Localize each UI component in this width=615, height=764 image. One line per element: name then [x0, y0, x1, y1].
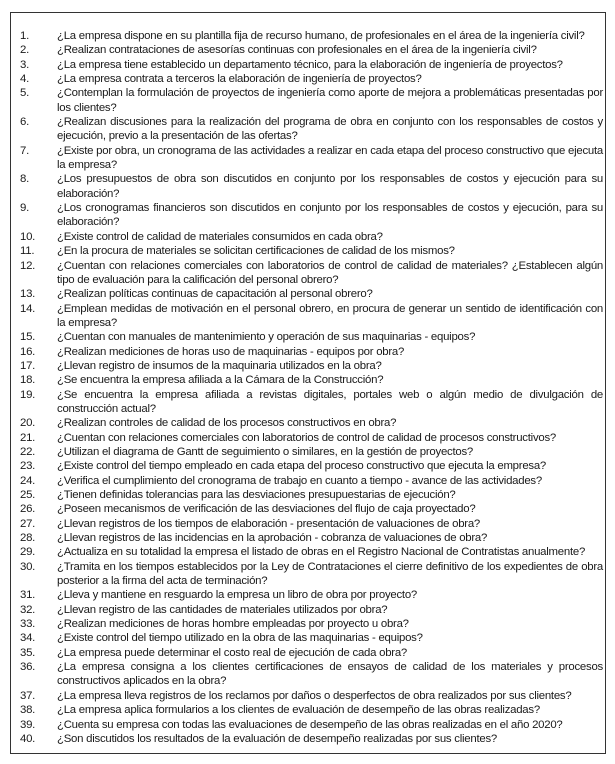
- question-item: [20, 302, 603, 331]
- question-item: [20, 718, 603, 732]
- question-text: ¿Llevan registros de los tiempos de elaboración - presentación de valuaciones de obra?: [57, 517, 481, 530]
- question-item: [20, 373, 603, 387]
- question-number: 23.: [20, 460, 36, 473]
- question-number: 5.: [20, 87, 29, 100]
- question-text: ¿Tramita en los tiempos establecidos por la Ley de Contrataciones el cierre definitivo de los expedientes de obra posterior a la firma del acta de terminación?: [57, 560, 603, 588]
- question-number: 39.: [20, 718, 36, 731]
- question-item: [20, 588, 603, 602]
- question-text: ¿Llevan registro de insumos de la maquinaria utilizados en la obra?: [57, 359, 382, 372]
- question-text: ¿Contemplan la formulación de proyectos de ingeniería como aporte de mejora a problemáticas presentadas por los clientes?: [57, 87, 603, 114]
- question-number: 25.: [20, 489, 36, 501]
- question-item: [20, 359, 603, 373]
- question-number: 13.: [20, 288, 36, 301]
- question-number: 15.: [20, 331, 36, 344]
- question-number: 27.: [20, 517, 36, 530]
- question-text: ¿Cuentan con manuales de mantenimiento y operación de sus maquinarias - equipos?: [57, 331, 476, 344]
- question-text: ¿En la procura de materiales se solicitan certificaciones de calidad de los mismos?: [57, 245, 455, 258]
- question-item: [20, 517, 603, 531]
- question-text: ¿Emplean medidas de motivación en el personal obrero, en procura de generar un sentido de identificación con la empresa?: [57, 302, 603, 329]
- question-text: ¿Son discutidos los resultados de la evaluación de desempeño realizadas por sus clientes?: [57, 732, 497, 745]
- question-number: 24.: [20, 474, 36, 487]
- question-text: ¿Cuentan con relaciones comerciales con laboratorios de control de calidad de procesos constructivos?: [57, 431, 557, 444]
- question-item: [20, 43, 603, 57]
- question-item: [20, 431, 603, 445]
- question-text: ¿Tienen definidas tolerancias para las desviaciones presupuestarias de ejecución?: [57, 489, 456, 501]
- question-number: 37.: [20, 689, 36, 702]
- question-number: 40.: [20, 732, 36, 745]
- question-item: [20, 474, 603, 488]
- question-item: [20, 531, 603, 545]
- question-text: ¿Realizan mediciones de horas uso de maquinarias - equipos por obra?: [57, 345, 405, 358]
- question-text: ¿Los cronogramas financieros son discutidos en conjunto por los responsables de costos y ejecución, para su elaboración?: [57, 202, 603, 229]
- question-list: [20, 29, 603, 746]
- question-number: 11.: [20, 245, 35, 258]
- question-item: [20, 660, 603, 689]
- question-item: [20, 689, 603, 703]
- question-number: 4.: [20, 73, 29, 86]
- question-text: ¿Realizan contrataciones de asesorías continuas con profesionales en el área de la ingeniería civil?: [57, 44, 537, 57]
- question-item: [20, 732, 603, 746]
- question-number: 28.: [20, 532, 36, 545]
- question-number: 33.: [20, 618, 36, 631]
- question-number: 1.: [20, 30, 29, 42]
- question-text: ¿Cuentan con relaciones comerciales con laboratorios de control de calidad de materiales? ¿Establecen algún tipo de evaluación para la calificación del personal obrero?: [57, 259, 603, 286]
- question-number: 20.: [20, 417, 36, 430]
- question-text: ¿Se encuentra la empresa afiliada a la Cámara de la Construcción?: [57, 374, 384, 387]
- question-item: [20, 388, 603, 417]
- question-item: [20, 617, 603, 631]
- question-item: [20, 631, 603, 645]
- question-item: [20, 560, 603, 589]
- question-text: ¿Llevan registro de las cantidades de materiales utilizados por obra?: [57, 603, 388, 616]
- question-item: [20, 445, 603, 459]
- question-number: 17.: [20, 359, 36, 372]
- question-text: ¿La empresa contrata a terceros la elaboración de ingeniería de proyectos?: [57, 73, 422, 86]
- question-text: ¿Realizan controles de calidad de los procesos constructivos en obra?: [57, 417, 397, 430]
- question-number: 9.: [20, 202, 29, 215]
- question-item: [20, 459, 603, 473]
- question-item: [20, 86, 603, 115]
- question-item: [20, 646, 603, 660]
- question-item: [20, 115, 603, 144]
- question-number: 8.: [20, 173, 29, 186]
- question-item: [20, 259, 603, 288]
- question-text: ¿La empresa aplica formularios a los clientes de evaluación de desempeño de las obras realizadas?: [57, 704, 540, 717]
- question-item: [20, 416, 603, 430]
- question-text: ¿Existe por obra, un cronograma de las actividades a realizar en cada etapa del proceso constructivo que ejecuta la empresa?: [57, 144, 603, 172]
- question-number: 36.: [20, 661, 36, 674]
- question-number: 3.: [20, 58, 29, 71]
- question-item: [20, 230, 603, 244]
- question-number: 21.: [20, 431, 36, 444]
- question-text: ¿Existe control del tiempo empleado en cada etapa del proceso constructivo que ejecuta la empresa?: [57, 460, 547, 473]
- question-number: 22.: [20, 445, 36, 458]
- question-number: 32.: [20, 603, 36, 616]
- question-item: [20, 144, 603, 173]
- question-item: [20, 603, 603, 617]
- question-text: ¿Llevan registros de las incidencias en la aprobación - cobranza de valuaciones de obra?: [57, 532, 488, 545]
- question-number: 2.: [20, 44, 29, 57]
- question-text: ¿Existe control del tiempo utilizado en la obra de las maquinarias - equipos?: [57, 632, 423, 645]
- question-number: 16.: [20, 345, 36, 358]
- question-item: [20, 201, 603, 230]
- question-text: ¿Verifica el cumplimiento del cronograma de trabajo en cuanto a tiempo - avance de las actividades?: [57, 474, 542, 487]
- question-item: [20, 244, 603, 258]
- question-number: 12.: [20, 259, 36, 272]
- question-text: ¿Actualiza en su totalidad la empresa el listado de obras en el Registro Nacional de Contratistas anualmente?: [57, 546, 586, 559]
- question-text: ¿La empresa tiene establecido un departamento técnico, para la elaboración de ingeniería de proyectos?: [57, 58, 563, 71]
- question-number: 31.: [20, 589, 36, 602]
- question-text: ¿Realizan discusiones para la realización del programa de obra en conjunto con los responsables de costos y ejecución, previo a la presentación de las ofertas?: [57, 116, 603, 143]
- question-text: ¿Lleva y mantiene en resguardo la empresa un libro de obra por proyecto?: [57, 589, 418, 602]
- question-text: ¿La empresa puede determinar el costo real de ejecución de cada obra?: [57, 646, 408, 659]
- question-number: 26.: [20, 503, 36, 516]
- question-number: 10.: [20, 230, 36, 243]
- question-number: 19.: [20, 388, 36, 401]
- question-item: [20, 545, 603, 559]
- question-text: ¿La empresa lleva registros de los reclamos por daños o desperfectos de obra realizados por sus clientes?: [57, 689, 572, 702]
- question-text: ¿Realizan mediciones de horas hombre empleadas por proyecto u obra?: [57, 618, 409, 631]
- question-text: ¿La empresa consigna a los clientes certificaciones de ensayos de calidad de los materiales y procesos constructivos aplicados en la obra?: [57, 661, 603, 688]
- question-item: [20, 58, 603, 72]
- question-text: ¿Los presupuestos de obra son discutidos en conjunto por los responsables de costos y ejecución para su elaboración?: [57, 173, 603, 200]
- question-number: 35.: [20, 646, 36, 659]
- question-number: 7.: [20, 144, 29, 157]
- question-number: 18.: [20, 374, 36, 387]
- question-item: [20, 703, 603, 717]
- question-text: ¿Existe control de calidad de materiales consumidos en cada obra?: [57, 230, 383, 243]
- question-text: ¿La empresa dispone en su plantilla fija de recurso humano, de profesionales en el área de la ingeniería civil?: [57, 30, 585, 42]
- question-text: ¿Poseen mecanismos de verificación de las desviaciones del flujo de caja proyectado?: [57, 503, 476, 516]
- question-item: [20, 287, 603, 301]
- questionnaire-box: [10, 12, 606, 754]
- question-item: [20, 172, 603, 201]
- question-number: 34.: [20, 632, 36, 645]
- question-number: 38.: [20, 704, 36, 717]
- question-item: [20, 345, 603, 359]
- question-item: [20, 330, 603, 344]
- question-item: [20, 502, 603, 516]
- question-number: 30.: [20, 560, 36, 573]
- question-text: ¿Cuenta su empresa con todas las evaluaciones de desempeño de las obras realizadas en el año 2020?: [57, 718, 563, 731]
- question-number: 29.: [20, 546, 36, 559]
- question-item: [20, 488, 603, 502]
- question-text: ¿Se encuentra la empresa afiliada a revistas digitales, portales web o algún medio de divulgación de construcción actual?: [57, 388, 603, 415]
- question-text: ¿Utilizan el diagrama de Gantt de seguimiento o similares, en la gestión de proyectos?: [57, 445, 474, 458]
- question-number: 6.: [20, 116, 29, 129]
- question-item: [20, 29, 603, 43]
- question-text: ¿Realizan políticas continuas de capacitación al personal obrero?: [57, 288, 373, 301]
- question-number: 14.: [20, 302, 36, 315]
- question-item: [20, 72, 603, 86]
